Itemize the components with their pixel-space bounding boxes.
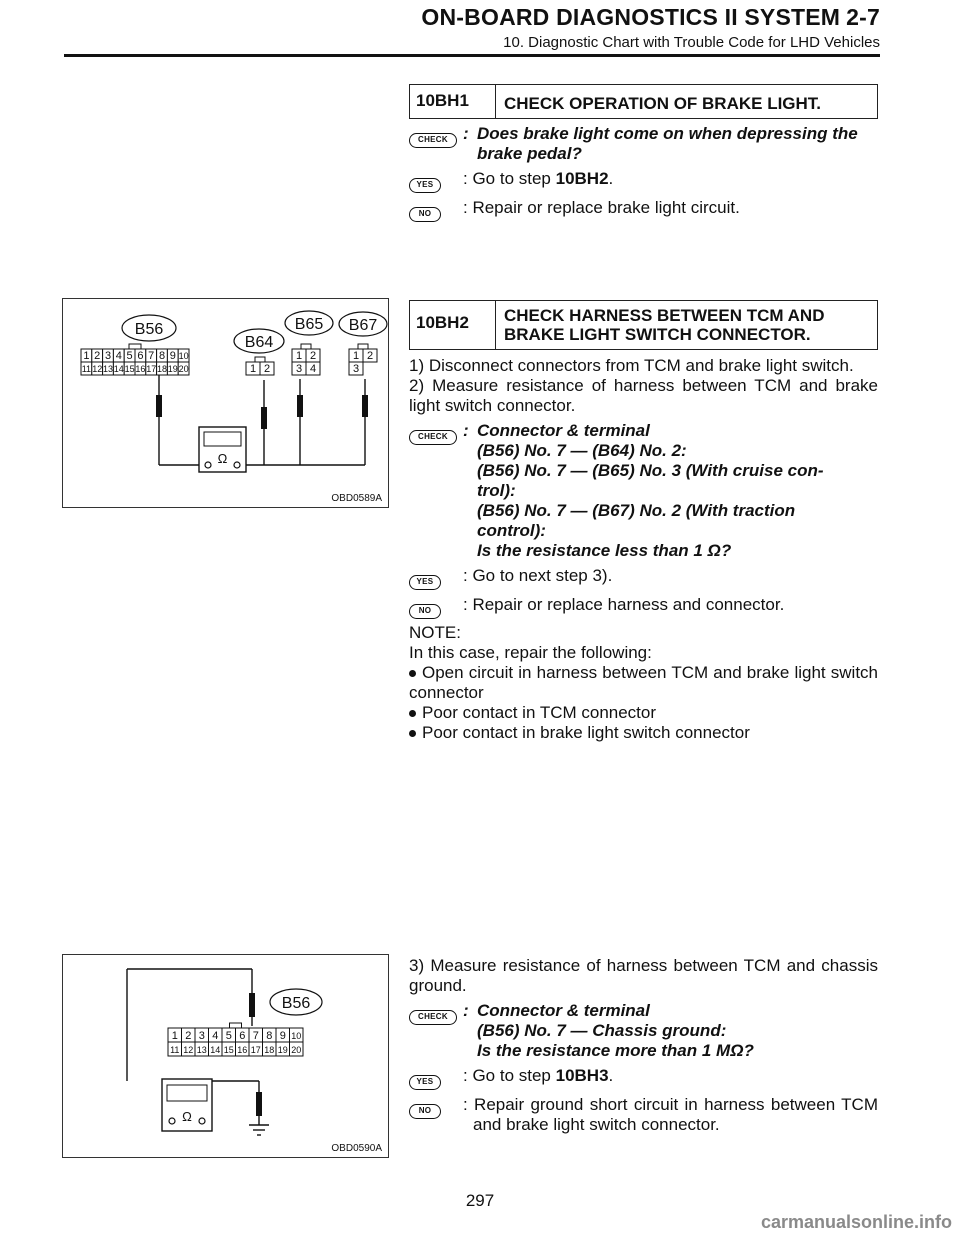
terminal-number: 17 [146, 364, 157, 374]
note-intro: In this case, repair the following: [409, 643, 652, 662]
terminal-number: 10 [291, 1031, 302, 1041]
terminal-number: 16 [237, 1045, 248, 1055]
terminal-number: 3 [352, 363, 360, 375]
terminal-number: 15 [124, 364, 135, 374]
connector-label-b64: B64 [244, 334, 274, 351]
terminal-number: 19 [167, 364, 178, 374]
terminal-number: 18 [156, 364, 168, 374]
terminal-number: 3 [104, 350, 112, 362]
header-rule [64, 54, 880, 57]
no-row: NO : Repair or replace harness and connector. [409, 595, 878, 619]
terminal-number: 8 [266, 1030, 273, 1042]
connector-b64 [246, 357, 274, 375]
terminal-number: 16 [135, 364, 146, 374]
terminal-number: 2 [185, 1030, 192, 1042]
connector-label-b56: B56 [281, 995, 311, 1012]
no-badge-icon: NO [409, 1104, 441, 1119]
step-id: 10BH2 [410, 301, 496, 349]
terminal-number: 1 [83, 350, 90, 362]
section-number: 2-7 [846, 4, 880, 30]
terminal-number: 2 [309, 350, 317, 362]
header-title: ON-BOARD DIAGNOSTICS II SYSTEM 2-7 [421, 4, 880, 30]
terminal-number: 1 [249, 363, 257, 375]
terminal-number: 3 [295, 363, 303, 375]
page-number: 297 [465, 1191, 495, 1210]
check-badge-icon: CHECK [409, 430, 457, 445]
terminal-number: 12 [183, 1045, 194, 1055]
terminal-number: 8 [158, 350, 166, 362]
terminal-number: 6 [137, 350, 144, 362]
terminal-number: 9 [169, 350, 176, 362]
note-item: Poor contact in brake light switch connector [409, 723, 878, 743]
step-title: CHECK HARNESS BETWEEN TCM AND BRAKE LIGHT SWITCH CONNECTOR. [504, 306, 825, 344]
terminal-number: 9 [279, 1030, 286, 1042]
terminal-number: 10 [178, 351, 189, 361]
terminal-number: 4 [115, 350, 122, 362]
ohm-symbol: Ω [182, 1109, 192, 1124]
terminal-number: 5 [225, 1030, 232, 1042]
check-badge-icon: CHECK [409, 1010, 457, 1025]
check-row: CHECK : Connector & terminal (B56) No. 7 — Chassis ground: Is the resistance more than 1 MΩ? [409, 1001, 878, 1061]
terminal-number: 18 [264, 1045, 275, 1055]
ohmmeter-icon [199, 427, 246, 472]
terminal-number: 1 [171, 1030, 178, 1042]
step-header-box [409, 84, 878, 119]
wiring-diagram-1 [63, 299, 390, 509]
terminal-number: 19 [277, 1045, 288, 1055]
terminal-number: 1 [295, 350, 303, 362]
yes-badge-icon: YES [409, 178, 441, 193]
terminal-number: 12 [92, 364, 103, 374]
yes-badge-icon: YES [409, 575, 441, 590]
connector-label-b67: B67 [348, 317, 378, 334]
figure-obd0589a [62, 298, 389, 508]
check-question: Does brake light come on when depressing the brake pedal? [477, 124, 858, 163]
terminal-number: 20 [291, 1045, 302, 1055]
terminal-number: 4 [309, 363, 317, 375]
connector-b65 [292, 344, 320, 375]
test-probes [156, 395, 368, 429]
bullet-icon [409, 670, 416, 677]
terminal-number: 2 [366, 350, 374, 362]
terminal-number: 1 [352, 350, 360, 362]
yes-row: YES : Go to step 10BH2. [409, 169, 878, 193]
check-badge-icon: CHECK [409, 133, 457, 148]
terminal-number: 3 [198, 1030, 205, 1042]
step-10bh2-part3 [409, 956, 878, 1135]
yes-row: YES : Go to step 10BH3. [409, 1066, 878, 1090]
terminal-number: 7 [148, 350, 155, 362]
terminal-number: 13 [196, 1045, 207, 1055]
terminal-number: 4 [212, 1030, 219, 1042]
no-row: NO : Repair or replace brake light circuit. [409, 198, 878, 222]
check-row: CHECK : Does brake light come on when depressing the brake pedal? [409, 124, 878, 164]
terminal-number: 15 [223, 1045, 234, 1055]
terminal-number: 13 [102, 364, 114, 374]
step-header-box [409, 300, 878, 350]
connector-b56 [168, 1023, 303, 1056]
step-link: 10BH2 [555, 169, 609, 188]
terminal-number: 2 [94, 350, 101, 362]
terminal-number: 14 [113, 364, 124, 374]
figure-code: OBD0589A [331, 493, 382, 504]
terminal-number: 6 [239, 1030, 246, 1042]
ohmmeter-icon [162, 1079, 212, 1131]
yes-badge-icon: YES [409, 1075, 441, 1090]
check-row: CHECK : Connector & terminal (B56) No. 7 — (B64) No. 2: (B56) No. 7 — (B65) No. 3 (With cruise con- trol): (B56) No. 7 — (B67) No. 2 (With traction control): Is the resistance less than 1 Ω? [409, 421, 878, 561]
step-10bh2 [409, 300, 878, 743]
connector-b67 [349, 344, 377, 375]
terminal-number: 11 [170, 1045, 180, 1055]
no-row: NO : Repair ground short circuit in harness between TCM and brake light switch connector. [409, 1095, 878, 1135]
terminal-number: 5 [126, 350, 133, 362]
header-subtitle: 10. Diagnostic Chart with Trouble Code for LHD Vehicles [503, 34, 880, 51]
step-title: CHECK OPERATION OF BRAKE LIGHT. [504, 94, 822, 113]
note-label: NOTE: [409, 623, 461, 642]
terminal-number: 20 [178, 364, 189, 374]
terminal-number: 14 [210, 1045, 221, 1055]
figure-obd0590a [62, 954, 389, 1158]
no-badge-icon: NO [409, 207, 441, 222]
step-id: 10BH1 [410, 85, 496, 118]
yes-row: YES : Go to next step 3). [409, 566, 878, 590]
terminal-number: 11 [81, 364, 92, 374]
figure-code: OBD0590A [331, 1143, 382, 1154]
terminal-number: 2 [263, 363, 271, 375]
instruction-2: 2) Measure resistance of harness between TCM and brake light switch connector. [409, 376, 878, 415]
bullet-icon [409, 710, 416, 717]
connector-label-b65: B65 [294, 316, 324, 333]
terminal-number: 7 [252, 1030, 259, 1042]
connector-label-b56: B56 [134, 321, 164, 338]
note-item: Poor contact in TCM connector [409, 703, 878, 723]
terminal-number: 17 [250, 1045, 261, 1055]
watermark: carmanualsonline.info [760, 1212, 952, 1232]
note-item: Open circuit in harness between TCM and brake light switch connector [409, 663, 878, 702]
ohm-symbol: Ω [217, 451, 228, 466]
instruction-1: 1) Disconnect connectors from TCM and brake light switch. [409, 356, 854, 375]
step-10bh1 [409, 84, 878, 222]
bullet-icon [409, 730, 416, 737]
no-badge-icon: NO [409, 604, 441, 619]
step-link: 10BH3 [555, 1066, 609, 1085]
connector-b56 [81, 344, 189, 375]
instruction-3: 3) Measure resistance of harness between TCM and chassis ground. [409, 956, 878, 995]
wiring-diagram-2 [63, 955, 390, 1159]
